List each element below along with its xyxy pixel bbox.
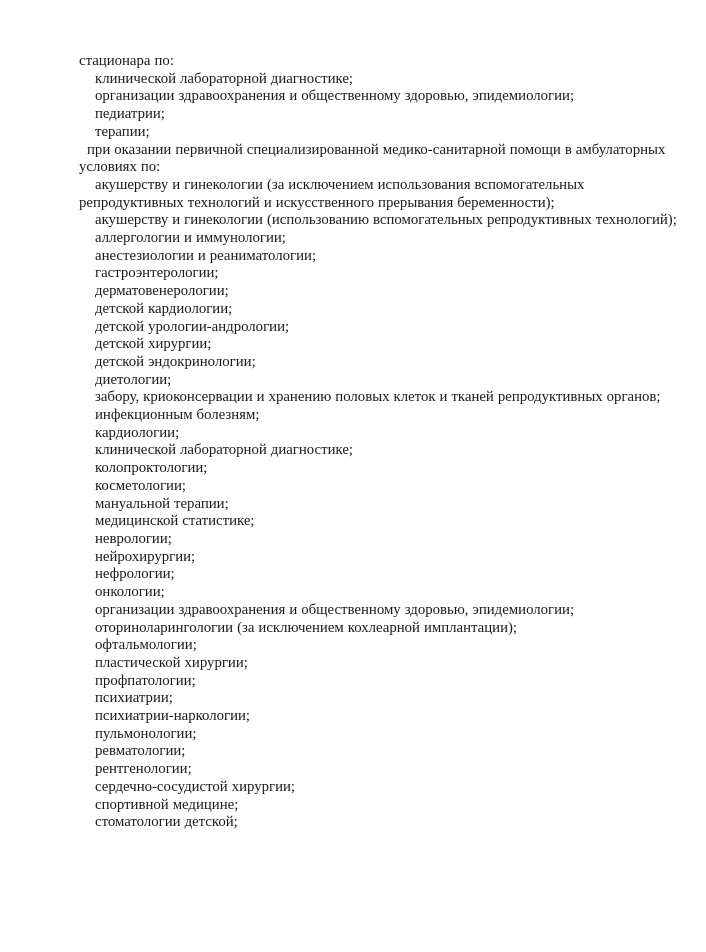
document-line: спортивной медицине; <box>95 796 239 813</box>
document-line: забору, криоконсервации и хранению половых клеток и тканей репродуктивных органов; <box>95 389 661 406</box>
document-line: профпатологии; <box>95 672 196 689</box>
document-line: организации здравоохранения и общественному здоровью, эпидемиологии; <box>95 88 575 105</box>
document-line: оториноларингологии (за исключением кохлеарной имплантации); <box>95 619 518 636</box>
document-line: акушерству и гинекологии (использованию вспомогательных репродуктивных технологий); <box>95 212 677 229</box>
document-line: при оказании первичной специализированной медико-санитарной помощи в амбулаторных условиях по: <box>79 141 666 176</box>
document-line: стоматологии детской; <box>95 814 238 831</box>
document-line: дерматовенерологии; <box>95 283 229 300</box>
document-line: пульмонологии; <box>95 725 197 742</box>
document-line: клинической лабораторной диагностике; <box>95 442 354 459</box>
document-line: аллергологии и иммунологии; <box>95 230 286 247</box>
document-line: анестезиологии и реаниматологии; <box>95 247 317 264</box>
document-line: пластической хирургии; <box>95 654 248 671</box>
document-line: рентгенологии; <box>95 761 192 778</box>
document-line: диетологии; <box>95 371 172 388</box>
document-line: неврологии; <box>95 530 172 547</box>
document-line: инфекционным болезням; <box>95 407 260 424</box>
document-line: детской урологии-андрологии; <box>95 318 290 335</box>
document-line: медицинской статистике; <box>95 513 255 530</box>
document-line: детской кардиологии; <box>95 300 233 317</box>
document-line: акушерству и гинекологии (за исключением использования вспомогательных репродуктивных технологий и искусственного прерывания беременности); <box>79 176 585 211</box>
document-line: ревматологии; <box>95 743 186 760</box>
document-line: онкологии; <box>95 584 165 601</box>
document-text <box>79 53 693 832</box>
document-line: психиатрии; <box>95 690 173 707</box>
document-line: сердечно-сосудистой хирургии; <box>95 778 296 795</box>
document-line: детской хирургии; <box>95 336 212 353</box>
document-line: мануальной терапии; <box>95 495 229 512</box>
document-line: психиатрии-наркологии; <box>95 708 251 725</box>
document-line: нефрологии; <box>95 566 175 583</box>
document-line: гастроэнтерологии; <box>95 265 219 282</box>
document-line: нейрохирургии; <box>95 548 196 565</box>
document-line: детской эндокринологии; <box>95 353 256 370</box>
document-line: кардиологии; <box>95 424 180 441</box>
document-line: стационара по: <box>79 53 174 69</box>
document-line: терапии; <box>95 123 150 140</box>
document-line: колопроктологии; <box>95 460 208 477</box>
document-line: клинической лабораторной диагностике; <box>95 70 354 87</box>
document-line: офтальмологии; <box>95 637 197 654</box>
document-line: педиатрии; <box>95 106 165 123</box>
document-line: косметологии; <box>95 477 186 494</box>
document-line: организации здравоохранения и общественному здоровью, эпидемиологии; <box>95 601 575 618</box>
